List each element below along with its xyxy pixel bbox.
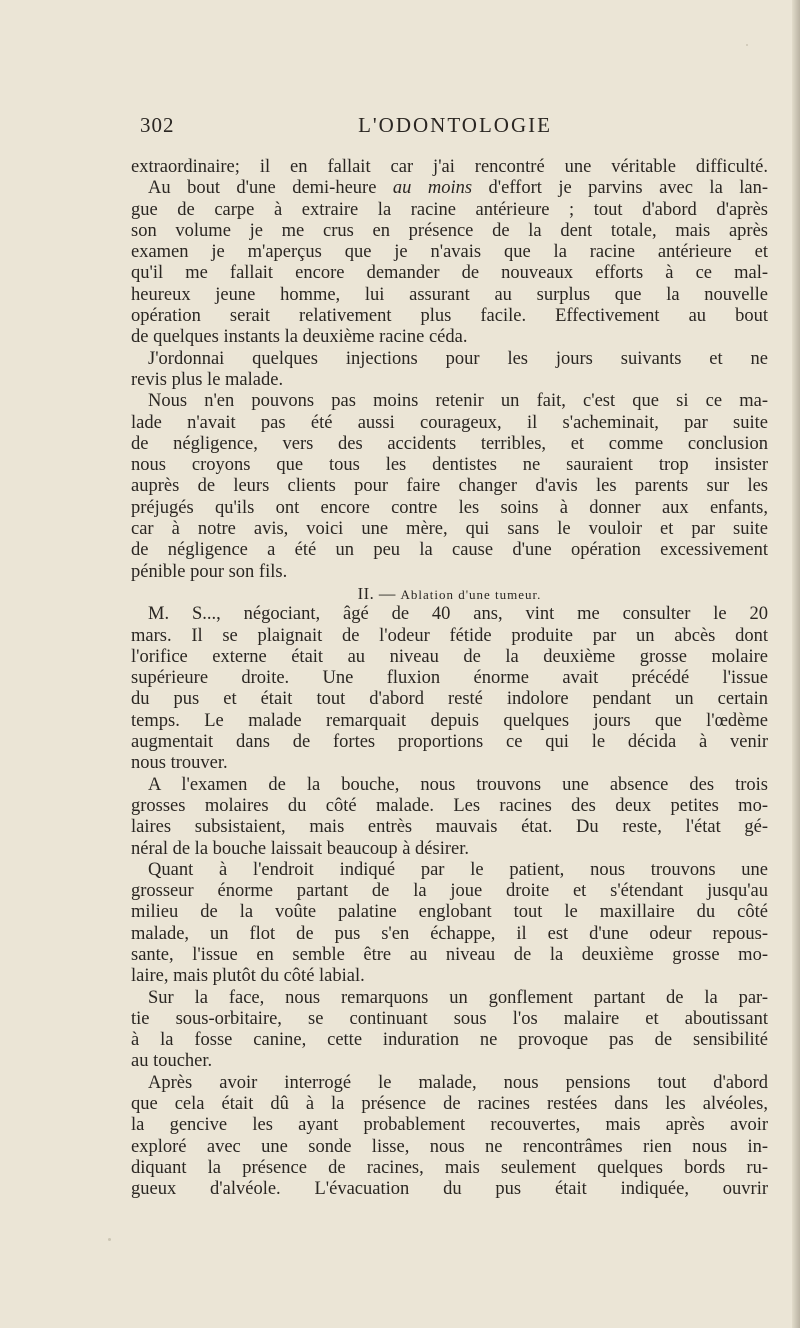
text-line: examen je m'aperçus que je n'avais que la racine antérieure et (131, 242, 768, 263)
text-line: laires subsistaient, mais entrès mauvais état. Du reste, l'état gé- (131, 817, 768, 838)
text-line: Nous n'en pouvons pas moins retenir un fait, c'est que si ce ma- (148, 391, 768, 412)
text-line: gue de carpe à extraire la racine antérieure ; tout d'abord d'après (131, 199, 768, 220)
text-line: M. S..., négociant, âgé de 40 ans, vint me consulter le 20 (148, 604, 768, 625)
text-line: nous trouver. (131, 753, 228, 774)
text-line: J'ordonnai quelques injections pour les jours suivants et ne (148, 348, 768, 369)
page-number: 302 (140, 113, 175, 137)
text-line: auprès de leurs clients pour faire changer d'avis les parents sur les (131, 476, 768, 497)
text-line: préjugés qu'ils ont encore contre les soins à donner aux enfants, (131, 497, 768, 518)
text-line: milieu de la voûte palatine englobant tout le maxillaire du côté (131, 902, 768, 923)
text-line: que cela était dû à la présence de racines restées dans les alvéoles, (131, 1094, 768, 1115)
text-line: de quelques instants la deuxième racine céda. (131, 327, 468, 348)
text-line: Au bout d'une demi-heure au moins d'effort je parvins avec la lan- (148, 178, 769, 199)
section-heading-smallcaps: Ablation d'une tumeur. (400, 586, 542, 602)
text-line: mars. Il se plaignait de l'odeur fétide produite par un abcès dont (131, 625, 768, 646)
text-line: au toucher. (131, 1051, 213, 1072)
text-line: supérieure droite. Une fluxion énorme avait précédé l'issue (131, 668, 768, 689)
text-line: temps. Le malade remarquait depuis quelques jours que l'œdème (131, 710, 768, 731)
text-line: heureux jeune homme, lui assurant au surplus que la nouvelle (131, 284, 768, 305)
text-line: lade n'avait pas été aussi courageux, il s'acheminait, par suite (131, 412, 768, 433)
text-line: malade, un flot de pus s'en échappe, il est d'une odeur repous- (131, 923, 768, 944)
text-line: tie sous-orbitaire, se continuant sous l'os malaire et aboutissant (131, 1008, 768, 1029)
text-line: l'orifice externe était au niveau de la deuxième grosse molaire (131, 646, 768, 667)
text-line: exploré avec une sonde lisse, nous ne rencontrâmes rien nous in- (131, 1136, 768, 1157)
text-line: car à notre avis, voici une mère, qui sans le vouloir et par suite (131, 519, 768, 540)
body-text (131, 157, 768, 1201)
text-line: de négligence, vers des accidents terribles, et comme conclusion (131, 433, 768, 454)
section-heading: II. — Ablation d'une tumeur. (357, 583, 542, 603)
text-line: qu'il me fallait encore demander de nouveaux efforts à ce mal- (131, 263, 768, 284)
text-line: opération serait relativement plus facile. Effectivement au bout (131, 306, 768, 327)
text-line: Après avoir interrogé le malade, nous pensions tout d'abord (148, 1072, 768, 1093)
italic-emphasis: au moins (392, 178, 473, 199)
text-line: grosseur énorme partant de la joue droite et s'étendant jusqu'au (131, 881, 768, 902)
text-line: revis plus le malade. (131, 369, 284, 390)
text-line: pénible pour son fils. (131, 561, 288, 582)
text-line: diquant la présence de racines, mais seulement quelques bords ru- (131, 1157, 768, 1178)
page-header (140, 113, 770, 143)
page-edge-shadow (792, 0, 800, 1328)
text-line: grosses molaires du côté malade. Les racines des deux petites mo- (131, 795, 768, 816)
text-line: laire, mais plutôt du côté labial. (131, 966, 365, 987)
text-line: du pus et était tout d'abord resté indolore pendant un certain (131, 689, 768, 710)
text-line: nous croyons que tous les dentistes ne sauraient trop insister (131, 455, 768, 476)
text-line: A l'examen de la bouche, nous trouvons une absence des trois (148, 774, 768, 795)
text-line: à la fosse canine, cette induration ne provoque pas de sensibilité (131, 1030, 768, 1051)
text-line: de négligence a été un peu la cause d'une opération excessivement (131, 540, 768, 561)
paper-speck (746, 44, 748, 46)
text-line: la gencive les ayant probablement recouvertes, mais après avoir (131, 1115, 768, 1136)
text-line: extraordinaire; il en fallait car j'ai rencontré une véritable difficulté. (131, 157, 768, 177)
text-line: son volume je me crus en présence de la dent totale, mais après (131, 220, 768, 241)
text-line: gueux d'alvéole. L'évacuation du pus était indiquée, ouvrir (131, 1179, 768, 1200)
text-line: sante, l'issue en semble être au niveau de la deuxième grosse mo- (131, 944, 768, 965)
running-title: L'ODONTOLOGIE (358, 113, 552, 137)
text-line: Sur la face, nous remarquons un gonflement partant de la par- (148, 987, 768, 1008)
text-line: augmentait dans de fortes proportions ce qui le décida à venir (131, 732, 768, 753)
paper-speck (108, 1238, 111, 1241)
text-line: Quant à l'endroit indiqué par le patient, nous trouvons une (148, 859, 768, 880)
text-line: néral de la bouche laissait beaucoup à désirer. (131, 838, 469, 859)
